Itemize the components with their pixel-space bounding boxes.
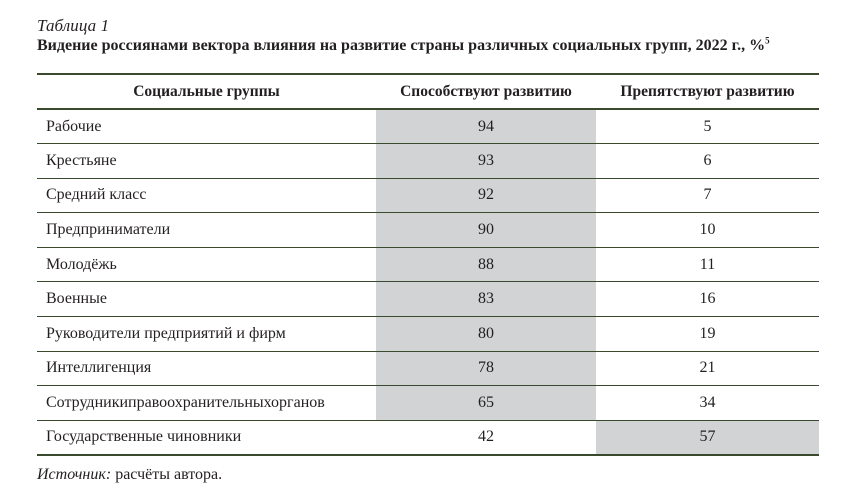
promote-value-cell: 42 — [478, 428, 494, 446]
source-note — [37, 466, 222, 484]
group-name-cell: Сотрудникиправоохранительныхорганов — [46, 394, 325, 412]
group-name-cell: Молодёжь — [46, 255, 117, 273]
group-name-cell: Руководители предприятий и фирм — [46, 324, 286, 342]
promote-value-cell: 93 — [376, 144, 596, 179]
table-row — [37, 247, 819, 282]
table-row — [37, 144, 819, 179]
table-row — [37, 178, 819, 213]
table-row — [37, 351, 819, 386]
source-label: Источник: — [37, 466, 112, 483]
table-header-row — [37, 74, 819, 109]
hinder-value-cell: 57 — [596, 420, 819, 455]
source-text: расчёты автора. — [111, 466, 223, 483]
group-name-cell: Предприниматели — [46, 221, 171, 239]
group-name-cell: Рабочие — [46, 117, 102, 135]
group-name-cell: Крестьяне — [46, 151, 117, 169]
promote-value-cell: 94 — [376, 109, 596, 144]
column-header-hinder: Препятствуют развитию — [620, 82, 795, 100]
hinder-value-cell: 19 — [699, 324, 716, 342]
promote-value-cell: 65 — [376, 386, 596, 421]
promote-value-cell: 88 — [376, 247, 596, 282]
hinder-value-cell: 11 — [699, 255, 716, 273]
table-row — [37, 282, 819, 317]
hinder-value-cell: 6 — [703, 151, 712, 169]
hinder-value-cell: 16 — [699, 290, 716, 308]
table-row — [37, 317, 819, 352]
promote-value-cell: 83 — [376, 282, 596, 317]
promote-value-cell: 92 — [376, 178, 596, 213]
column-header-groups: Социальные группы — [133, 82, 280, 100]
table-body — [37, 109, 819, 455]
hinder-value-cell: 5 — [703, 117, 712, 135]
group-name-cell: Военные — [46, 290, 107, 308]
hinder-value-cell: 21 — [699, 359, 716, 377]
promote-value-cell: 80 — [376, 317, 596, 352]
promote-value-cell: 90 — [376, 213, 596, 248]
data-table — [37, 73, 819, 456]
hinder-value-cell: 10 — [699, 221, 716, 239]
table-title — [37, 37, 770, 55]
table-caption-label: Таблица 1 — [37, 16, 110, 35]
footnote-mark: 5 — [765, 35, 770, 46]
group-name-cell: Средний класс — [46, 186, 147, 204]
hinder-value-cell: 7 — [703, 186, 712, 204]
table-row — [37, 420, 819, 455]
table-title-text: Видение россиянами вектора влияния на развитие страны различных социальных групп, 2022 г., % — [37, 37, 766, 54]
hinder-value-cell: 34 — [699, 394, 716, 412]
table-row — [37, 109, 819, 144]
table-row — [37, 213, 819, 248]
group-name-cell: Государственные чиновники — [46, 428, 242, 446]
promote-value-cell: 78 — [376, 351, 596, 386]
group-name-cell: Интеллигенция — [46, 359, 152, 377]
table-row — [37, 386, 819, 421]
column-header-promote: Способствуют развитию — [400, 82, 572, 100]
